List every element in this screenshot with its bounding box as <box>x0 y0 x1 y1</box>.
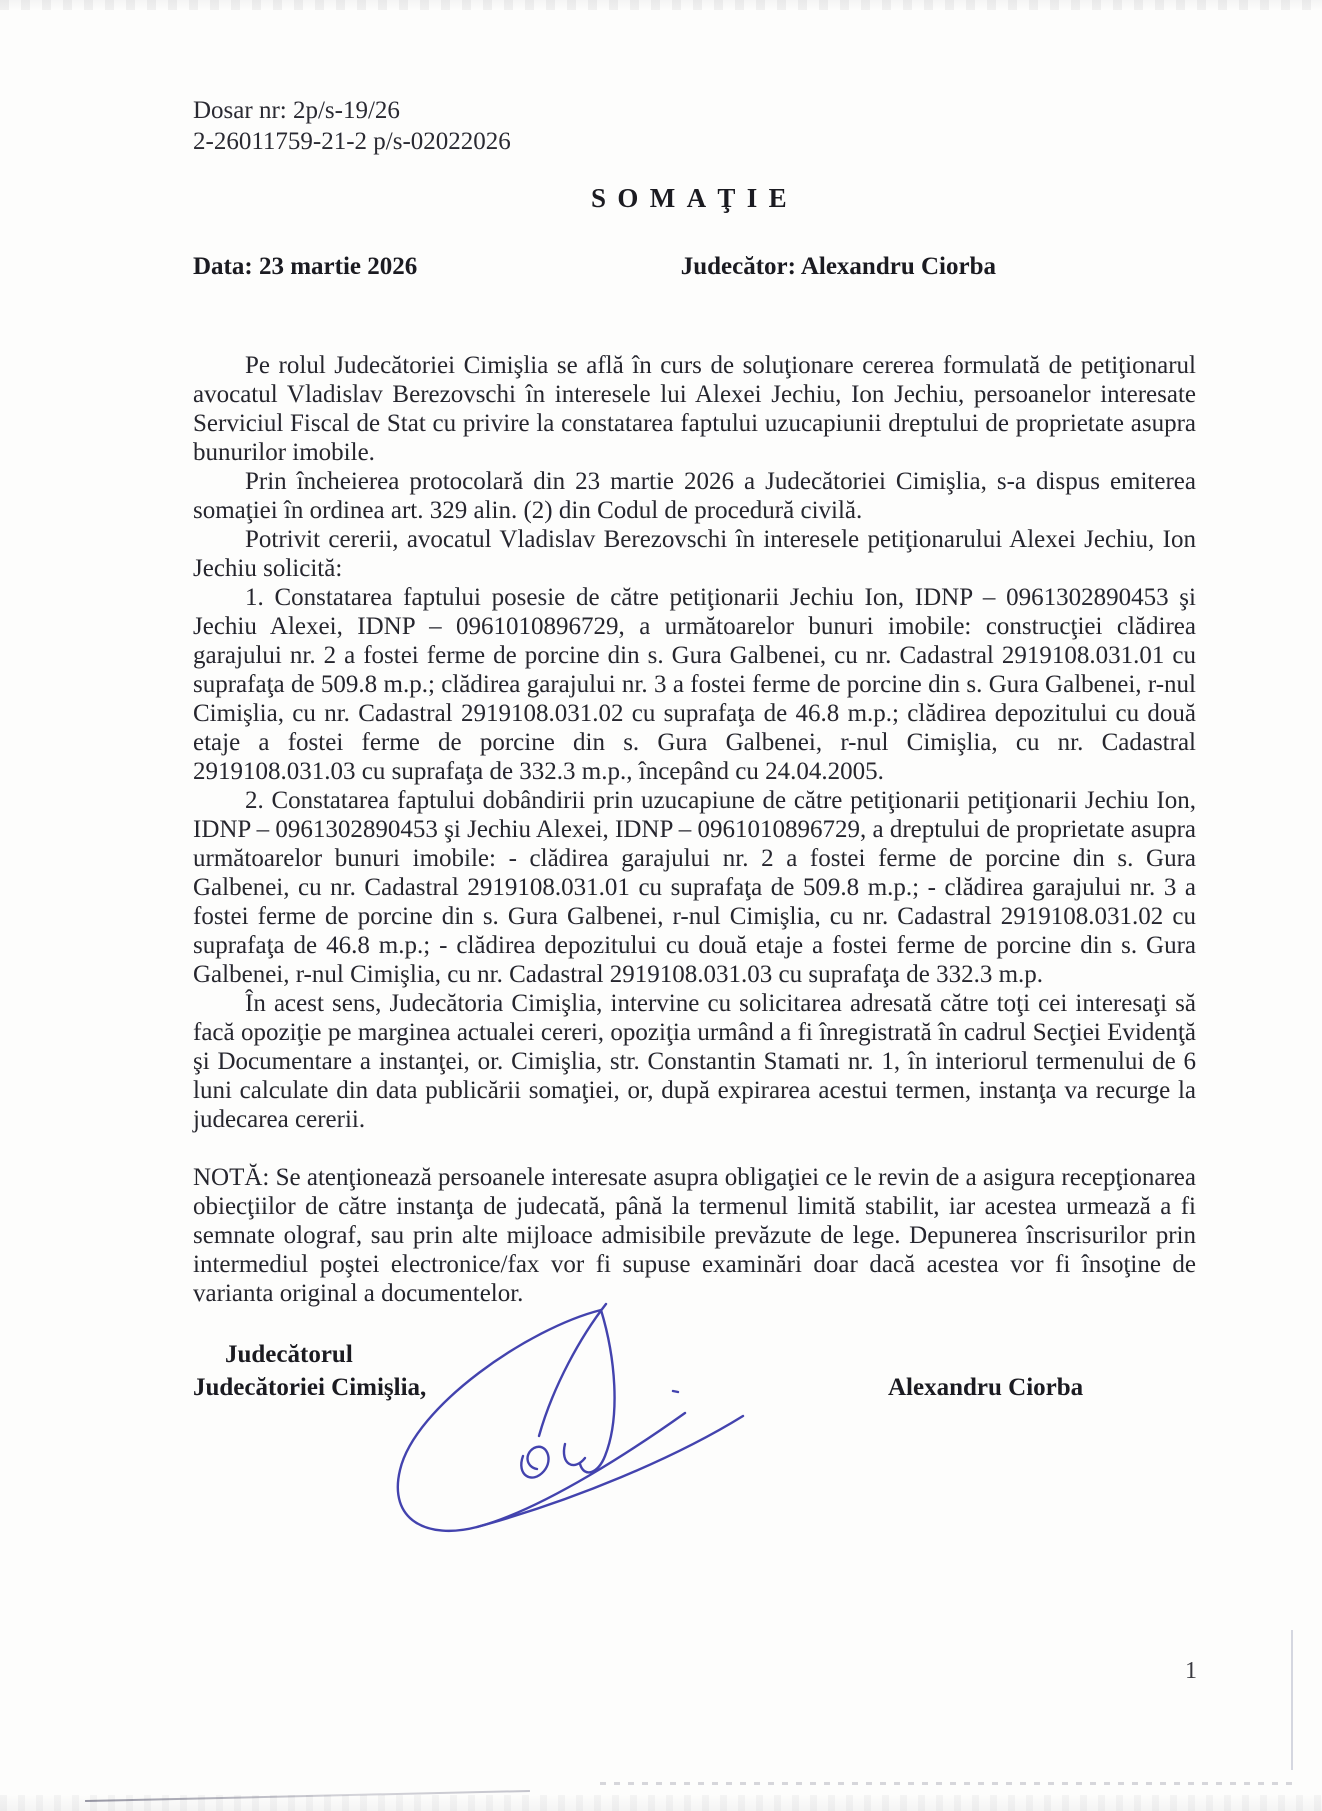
scan-artifact-dots <box>600 1782 1300 1785</box>
case-number-line: Dosar nr: 2p/s-19/26 <box>193 97 400 124</box>
signer-name: Alexandru Ciorba <box>888 1374 1084 1401</box>
signature-block <box>193 1338 1196 1578</box>
case-number-line: 2-26011759-21-2 p/s-02022026 <box>193 128 511 155</box>
scan-artifact-vertical-line <box>1291 1630 1293 1770</box>
paragraph-opposition-terms: În acest sens, Judecătoria Cimişlia, intervine cu solicitarea adresată către toţi cei interesaţi să facă opoziţie pe marginea actualei cereri, opoziţia urmând a fi înregistrată în cadrul Secţiei Evidenţă şi Documentare a instanţei, or. Cimişlia, str. Constantin Stamati nr. 1, în interiorul termenului de 6 luni calculate din data publicării somaţiei, or, după expirarea acestui termen, instanţa va recurge la judecarea cererii. <box>193 990 1196 1133</box>
document-title: SOMAŢIE <box>591 183 798 213</box>
handwritten-signature-icon <box>353 1288 773 1558</box>
paragraph-claim-1: 1. Constatarea faptului posesie de către petiţionarii Jechiu Ion, IDNP – 0961302890453 şi Jechiu Alexei, IDNP – 0961010896729, a următoarelor bunuri imobile: construcţiei clădirea garajului nr. 2 a fostei ferme de porcine din s. Gura Galbenei, cu nr. Cadastral 2919108.031.01 cu suprafaţa de 509.8 m.p.; clădirea garajului nr. 3 a fostei ferme de porcine din s. Gura Galbenei, r-nul Cimişlia, cu nr. Cadastral 2919108.031.02 cu suprafaţa de 46.8 m.p.; clădirea depozitului cu două etaje a fostei ferme de porcine din s. Gura Galbenei, r-nul Cimişlia, cu nr. Cadastral 2919108.031.03 cu suprafaţa de 332.3 m.p., începând cu 24.04.2005. <box>193 584 1196 785</box>
signer-court-line: Judecătoriei Cimişlia, <box>193 1374 427 1401</box>
page-number: 1 <box>1185 1658 1197 1684</box>
paragraph-note: NOTĂ: Se atenţionează persoanele interesate asupra obligaţiei ce le revin de a asigura recepţionarea obiecţiilor de către instanţa de judecată, până la termenul limită stabilit, iar acestea urmează a fi semnate olograf, sau prin alte mijloace admisibile prevăzute de lege. Depunerea înscrisurilor prin intermediul poştei electronice/fax vor fi supuse examinări doar dacă acestea vor fi însoţine de varianta original a documentelor. <box>193 1164 1196 1307</box>
paragraph-ruling: Prin încheierea protocolară din 23 martie 2026 a Judecătoriei Cimişlia, s-a dispus emiterea somaţiei în ordinea art. 329 alin. (2) din Codul de procedură civilă. <box>193 468 1196 524</box>
scan-artifact-top-edge <box>0 0 1322 10</box>
paragraph-claim-2: 2. Constatarea faptului dobândirii prin uzucapiune de către petiţionarii petiţionarii Jechiu Ion, IDNP – 0961302890453 şi Jechiu Alexei, IDNP – 0961010896729, a dreptului de proprietate asupra următoarelor bunuri imobile: - clădirea garajului nr. 2 a fostei ferme de porcine din s. Gura Galbenei, cu nr. Cadastral 2919108.031.01 cu suprafaţa de 509.8 m.p.; - clădirea garajului nr. 3 a fostei ferme de porcine din s. Gura Galbenei, r-nul Cimişlia, cu nr. Cadastral 2919108.031.02 cu suprafaţa de 46.8 m.p.; - clădirea depozitului cu două etaje a fostei ferme de porcine din s. Gura Galbenei, r-nul Cimişlia, cu nr. Cadastral 2919108.031.03 cu suprafaţa de 332.3 m.p. <box>193 787 1196 988</box>
document-date: Data: 23 martie 2026 <box>193 253 418 280</box>
judge-name-header: Judecător: Alexandru Ciorba <box>680 253 996 280</box>
date-judge-row <box>193 250 1196 283</box>
document-body <box>193 351 1196 1308</box>
signer-title <box>193 1338 426 1404</box>
case-info <box>193 95 1196 157</box>
signer-title-line: Judecătorul <box>225 1341 353 1368</box>
paragraph-intro: Pe rolul Judecătoriei Cimişlia se află în curs de soluţionare cererea formulată de petiţionarul avocatul Vladislav Berezovschi în interesele lui Alexei Jechiu, Ion Jechiu, persoanelor interesate Serviciul Fiscal de Stat cu privire la constatarea faptului uzucapiunii dreptului de proprietate asupra bunurilor imobile. <box>193 352 1196 466</box>
paragraph-request: Potrivit cererii, avocatul Vladislav Berezovschi în interesele petiţionarului Alexei Jechiu, Ion Jechiu solicită: <box>193 526 1196 582</box>
